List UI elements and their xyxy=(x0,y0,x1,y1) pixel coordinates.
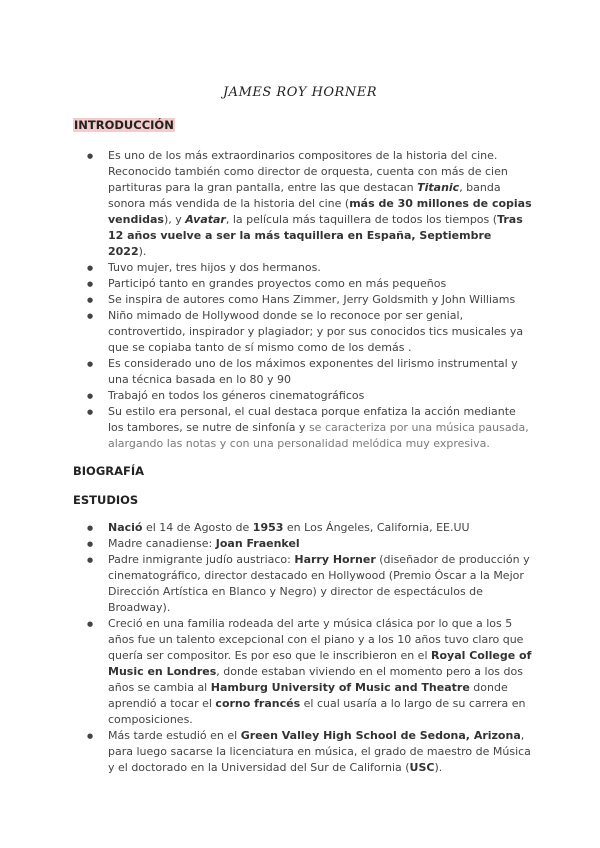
text-run: Niño mimado de Hollywood donde se lo reconoce por ser genial, controvertido, inspirador y plagiador; y por sus conocidos tics musicales ya que se copiaba tanto de sí mismo como de los demás . xyxy=(108,309,524,354)
studies-subheading-text: ESTUDIOS xyxy=(73,493,139,507)
text-run: Más tarde estudió en el xyxy=(108,729,241,742)
text-run: 1953 xyxy=(252,521,284,534)
text-run: Trabajó en todos los géneros cinematográficos xyxy=(108,389,365,402)
text-run: Es uno de los más extraordinarios compositores de la historia del cine. Reconocido también como director de orquesta, cuenta con más de cien partituras para la gran pantalla, entre las que destacan xyxy=(108,149,508,194)
text-run: , para luego sacarse la licenciatura en música, el grado de maestro de Música y el doctorado en la Universidad del Sur de California ( xyxy=(108,729,531,774)
text-run: Madre canadiense: xyxy=(108,537,216,550)
text-run: Joan Fraenkel xyxy=(215,537,300,550)
intro-list xyxy=(73,148,533,452)
text-run: Avatar xyxy=(185,213,226,226)
list-item xyxy=(73,388,533,404)
list-item xyxy=(73,552,533,616)
text-run: el cual usaría a lo largo de su carrera en composiciones. xyxy=(108,697,526,726)
list-item xyxy=(73,148,533,260)
text-run: Hamburg University of Music and Theatre xyxy=(210,681,470,694)
text-run: en Los Ángeles, California, EE.UU xyxy=(283,521,470,534)
studies-list xyxy=(73,520,533,776)
list-item xyxy=(73,356,533,388)
text-run: , banda sonora más vendida de la historia del cine ( xyxy=(108,181,501,210)
list-item xyxy=(73,308,533,356)
list-item xyxy=(73,292,533,308)
text-run: corno francés xyxy=(215,697,301,710)
text-run: (diseñador de producción y cinematográfico, director destacado en Hollywood (Premio Óscar a la Mejor Dirección Artística en Blanco y Negro) y director de espectáculos de Broadway). xyxy=(108,553,530,614)
document-title: JAMES ROY HORNER xyxy=(222,85,378,100)
text-run: el 14 de Agosto de xyxy=(142,521,253,534)
text-run: Se inspira de autores como Hans Zimmer, Jerry Goldsmith y John Williams xyxy=(108,293,516,306)
list-item xyxy=(73,520,533,536)
text-run: Green Valley High School de Sedona, Arizona xyxy=(240,729,521,742)
text-run: se caracteriza por una música pausada, alargando las notas y con una personalidad melódica muy expresiva. xyxy=(108,421,529,450)
bio-heading xyxy=(73,464,144,478)
list-item xyxy=(73,536,533,552)
list-item xyxy=(73,616,533,728)
list-item xyxy=(73,260,533,276)
intro-heading-text: INTRODUCCIÓN xyxy=(74,118,174,132)
text-run: Titanic xyxy=(417,181,460,194)
text-run: , donde estaban viviendo en el momento pero a los dos años se cambia al xyxy=(108,665,523,694)
text-run: ), y xyxy=(163,213,186,226)
studies-subheading xyxy=(73,493,138,507)
text-run: Tras 12 años vuelve a ser la más taquillera en España, Septiembre 2022 xyxy=(108,213,523,258)
text-run: Nació xyxy=(108,521,143,534)
text-run: Su estilo era personal, el cual destaca porque enfatiza la acción mediante los tambores, se nutre de sinfonía y xyxy=(108,405,516,434)
text-run: Participó tanto en grandes proyectos como en más pequeños xyxy=(108,277,447,290)
intro-heading xyxy=(73,118,175,132)
list-item xyxy=(73,728,533,776)
list-item xyxy=(73,276,533,292)
text-run: ). xyxy=(138,245,147,258)
text-run: Harry Horner xyxy=(294,553,376,566)
text-run: más de 30 millones de copias vendidas xyxy=(108,197,532,226)
text-run: USC xyxy=(409,761,435,774)
text-run: Es considerado uno de los máximos exponentes del lirismo instrumental y una técnica basada en lo 80 y 90 xyxy=(108,357,518,386)
text-run: , la película más taquillera de todos los tiempos ( xyxy=(225,213,498,226)
text-run: Tuvo mujer, tres hijos y dos hermanos. xyxy=(108,261,321,274)
list-item xyxy=(73,404,533,452)
text-run: Creció en una familia rodeada del arte y música clásica por lo que a los 5 años fue un talento excepcional con el piano y a los 10 años tuvo claro que quería ser compositor. Es por eso que le inscribieron en el xyxy=(108,617,524,662)
bio-heading-text: BIOGRAFÍA xyxy=(73,464,145,478)
text-run: Royal College of Music en Londres xyxy=(108,649,532,678)
text-run: donde aprendió a tocar el xyxy=(108,681,508,710)
text-run: ). xyxy=(434,761,443,774)
text-run: Padre inmigrante judío austriaco: xyxy=(108,553,295,566)
